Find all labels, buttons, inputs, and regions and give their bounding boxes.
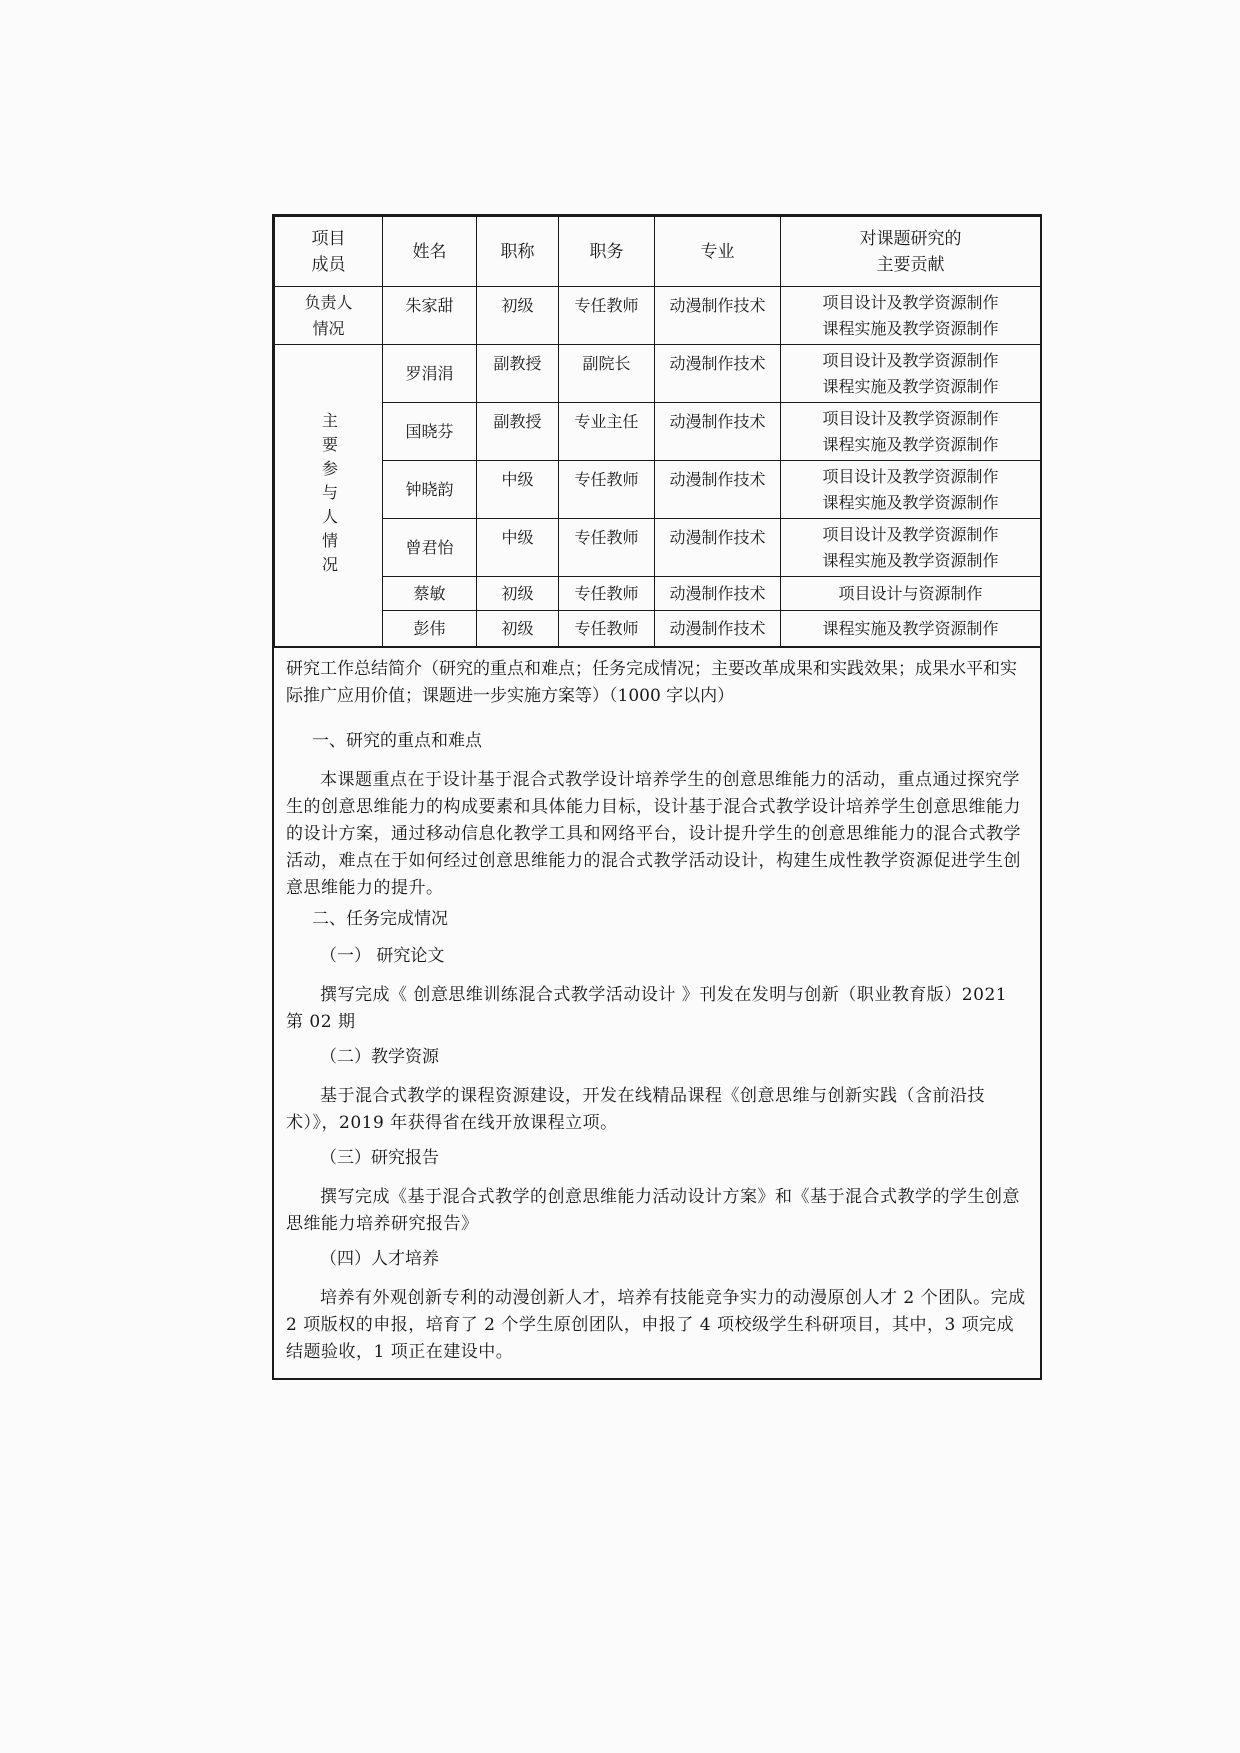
member-major: 动漫制作技术 [655, 577, 781, 611]
header-contribution: 对课题研究的 主要贡献 [781, 217, 1041, 287]
table-row [275, 519, 1041, 577]
table-header-row [275, 217, 1041, 287]
member-contribution: 课程实施及教学资源制作 [781, 611, 1041, 647]
header-name: 姓名 [383, 217, 477, 287]
member-position: 专任教师 [559, 611, 655, 647]
member-title: 初级 [477, 611, 559, 647]
table-row [275, 403, 1041, 461]
member-position: 专业主任 [559, 403, 655, 461]
leader-row [275, 287, 1041, 345]
member-name: 曾君怡 [383, 519, 477, 577]
header-position: 职务 [559, 217, 655, 287]
leader-title: 初级 [477, 287, 559, 345]
member-major: 动漫制作技术 [655, 461, 781, 519]
member-contribution: 项目设计与资源制作 [781, 577, 1041, 611]
member-table [274, 216, 1041, 647]
participants-label: 主要参与人情况 [275, 345, 383, 647]
subsection-heading: （三）研究报告 [320, 1148, 439, 1168]
member-major: 动漫制作技术 [655, 611, 781, 647]
member-contribution: 项目设计及教学资源制作 课程实施及教学资源制作 [781, 345, 1041, 403]
leader-name: 朱家甜 [383, 287, 477, 345]
subsection-heading: （四）人才培养 [320, 1249, 439, 1269]
member-title: 副教授 [477, 403, 559, 461]
subsection-paragraph: 基于混合式教学的课程资源建设，开发在线精品课程《创意思维与创新实践（含前沿技术）》，2019 年获得省在线开放课程立项。 [286, 1086, 985, 1133]
member-contribution: 项目设计及教学资源制作 课程实施及教学资源制作 [781, 519, 1041, 577]
member-name: 国晓芬 [383, 403, 477, 461]
header-major: 专业 [655, 217, 781, 287]
member-position: 专任教师 [559, 461, 655, 519]
member-contribution: 项目设计及教学资源制作 课程实施及教学资源制作 [781, 403, 1041, 461]
member-name: 钟晓韵 [383, 461, 477, 519]
member-contribution: 项目设计及教学资源制作 课程实施及教学资源制作 [781, 461, 1041, 519]
section-paragraph: 本课题重点在于设计基于混合式教学设计培养学生的创意思维能力的活动，重点通过探究学生的创意思维能力的构成要素和具体能力目标，设计基于混合式教学设计培养学生创意思维能力的设计方案，通过移动信息化教学工具和网络平台，设计提升学生的创意思维能力的混合式教学活动，难点在于如何经过创意思维能力的混合式教学活动设计，构建生成性教学资源促进学生创意思维能力的提升。 [286, 770, 1021, 898]
subsection-paragraph: 撰写完成《基于混合式教学的创意思维能力活动设计方案》和《基于混合式教学的学生创意思维能力培养研究报告》 [286, 1187, 1020, 1234]
member-position: 副院长 [559, 345, 655, 403]
subsection-paragraph: 培养有外观创新专利的动漫创新人才，培养有技能竞争实力的动漫原创人才 2 个团队。完成 2 项版权的申报，培育了 2 个学生原创团队，申报了 4 项校级学生科研项目，其中，3 项完成结题验收，1 项正在建设中。 [286, 1288, 1026, 1362]
section-heading: 二、任务完成情况 [312, 909, 448, 929]
header-title: 职称 [477, 217, 559, 287]
work-summary [274, 647, 1040, 1378]
summary-intro: 研究工作总结简介（研究的重点和难点；任务完成情况；主要改革成果和实践效果；成果水平和实际推广应用价值；课题进一步实施方案等）（1000 字以内） [286, 659, 1017, 706]
subsection-heading: （二）教学资源 [320, 1047, 439, 1067]
member-major: 动漫制作技术 [655, 345, 781, 403]
header-project-members: 项目 成员 [275, 217, 383, 287]
member-position: 专任教师 [559, 577, 655, 611]
table-row [275, 461, 1041, 519]
member-name: 蔡敏 [383, 577, 477, 611]
member-name: 彭伟 [383, 611, 477, 647]
member-major: 动漫制作技术 [655, 403, 781, 461]
leader-contribution: 项目设计及教学资源制作 课程实施及教学资源制作 [781, 287, 1041, 345]
leader-major: 动漫制作技术 [655, 287, 781, 345]
member-title: 初级 [477, 577, 559, 611]
member-title: 中级 [477, 519, 559, 577]
member-title: 副教授 [477, 345, 559, 403]
section-heading: 一、研究的重点和难点 [312, 731, 482, 751]
table-row [275, 345, 1041, 403]
report-form [272, 214, 1042, 1380]
leader-label: 负责人 情况 [275, 287, 383, 345]
member-major: 动漫制作技术 [655, 519, 781, 577]
subsection-paragraph: 撰写完成《 创意思维训练混合式教学活动设计 》刊发在发明与创新（职业教育版）2021 第 02 期 [286, 985, 1008, 1032]
table-row [275, 611, 1041, 647]
table-row [275, 577, 1041, 611]
member-position: 专任教师 [559, 519, 655, 577]
leader-position: 专任教师 [559, 287, 655, 345]
subsection-heading: （一） 研究论文 [320, 946, 445, 966]
member-name: 罗涓涓 [383, 345, 477, 403]
member-title: 中级 [477, 461, 559, 519]
